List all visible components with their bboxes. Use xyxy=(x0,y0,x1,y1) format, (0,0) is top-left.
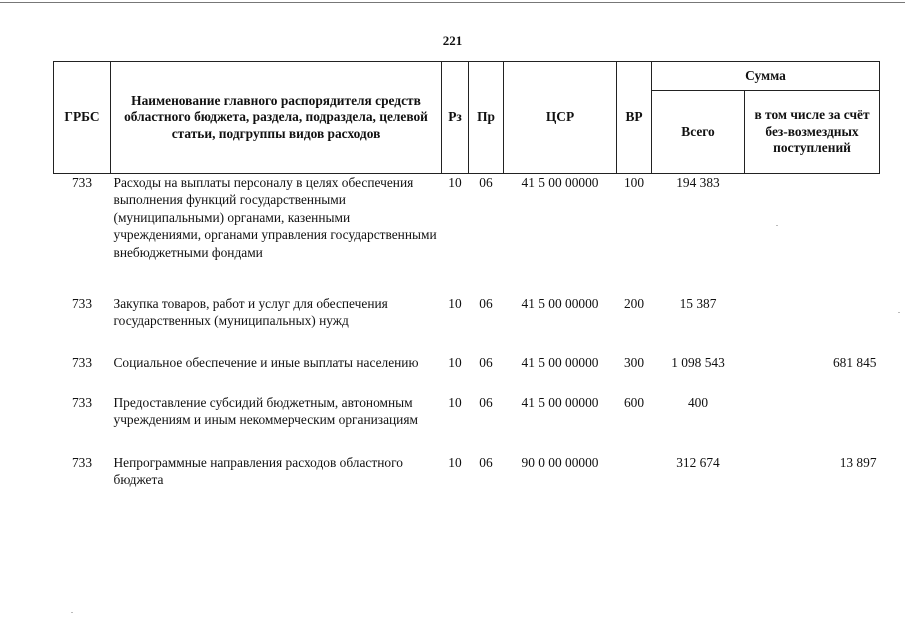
cell-name: Непрограммные направления расходов областного бюджета xyxy=(113,455,403,488)
cell-pr: 06 xyxy=(479,175,493,190)
cell-vr: 200 xyxy=(623,296,645,311)
cell-free-receipts xyxy=(745,295,880,354)
cell-csr: 41 5 00 00000 xyxy=(521,355,599,370)
cell-grbs: 733 xyxy=(71,175,93,190)
cell-rz: 10 xyxy=(448,455,462,470)
cell-vr: 300 xyxy=(623,355,645,370)
table-row xyxy=(54,295,880,354)
cell-csr: 90 0 00 00000 xyxy=(521,455,599,470)
cell-name: Предоставление субсидий бюджетным, автономным учреждениям и иным некоммерческим организациям xyxy=(113,395,418,428)
cell-total: 15 387 xyxy=(679,296,717,311)
cell-free-receipts xyxy=(745,394,880,454)
header-name: Наименование главного распорядителя средств областного бюджета, раздела, подраздела, целевой статьи, подгруппы видов расходов xyxy=(111,62,442,174)
cell-rz: 10 xyxy=(448,395,462,410)
cell-rz: 10 xyxy=(448,296,462,311)
scan-speck xyxy=(898,312,900,313)
table-row xyxy=(54,174,880,296)
cell-pr: 06 xyxy=(479,296,493,311)
header-total: Всего xyxy=(652,91,745,174)
cell-name: Закупка товаров, работ и услуг для обеспечения государственных (муниципальных) нужд xyxy=(113,296,388,329)
table-row xyxy=(54,454,880,494)
cell-rz: 10 xyxy=(448,355,462,370)
cell-free-receipts xyxy=(745,174,880,296)
cell-free-receipts: 13 897 xyxy=(839,455,877,470)
cell-grbs: 733 xyxy=(71,296,93,311)
scan-speck xyxy=(776,225,778,226)
cell-name: Социальное обеспечение и иные выплаты населению xyxy=(113,355,419,370)
cell-csr: 41 5 00 00000 xyxy=(521,395,599,410)
cell-csr: 41 5 00 00000 xyxy=(521,296,599,311)
cell-pr: 06 xyxy=(479,355,493,370)
scan-speck xyxy=(71,612,73,613)
page-top-rule xyxy=(0,2,905,3)
header-rz: Рз xyxy=(442,62,469,174)
header-vr: ВР xyxy=(617,62,652,174)
cell-vr: 100 xyxy=(623,175,645,190)
table-header xyxy=(54,62,880,174)
cell-grbs: 733 xyxy=(71,355,93,370)
cell-rz: 10 xyxy=(448,175,462,190)
cell-name: Расходы на выплаты персоналу в целях обеспечения выполнения функций государственными (муниципальными) органами, казенными учреждениями, органами управления государственными внебюджетными фондами xyxy=(113,175,437,260)
cell-total: 400 xyxy=(687,395,709,410)
header-free-receipts: в том числе за счёт без-возмездных поступлений xyxy=(745,91,880,174)
header-sum: Сумма xyxy=(652,62,880,91)
cell-free-receipts: 681 845 xyxy=(832,355,877,370)
header-csr: ЦСР xyxy=(504,62,617,174)
cell-total: 194 383 xyxy=(676,175,720,190)
cell-csr: 41 5 00 00000 xyxy=(521,175,599,190)
header-pr: Пр xyxy=(469,62,504,174)
cell-pr: 06 xyxy=(479,395,493,410)
cell-total: 1 098 543 xyxy=(671,355,725,370)
page-number: 221 xyxy=(442,33,463,48)
cell-vr xyxy=(617,454,652,494)
cell-vr: 600 xyxy=(623,395,645,410)
table-row xyxy=(54,354,880,394)
budget-table xyxy=(53,61,880,494)
table-body xyxy=(54,174,880,495)
cell-total: 312 674 xyxy=(676,455,720,470)
cell-pr: 06 xyxy=(479,455,493,470)
cell-grbs: 733 xyxy=(71,455,93,470)
cell-grbs: 733 xyxy=(71,395,93,410)
table-row xyxy=(54,394,880,454)
header-grbs: ГРБС xyxy=(54,62,111,174)
